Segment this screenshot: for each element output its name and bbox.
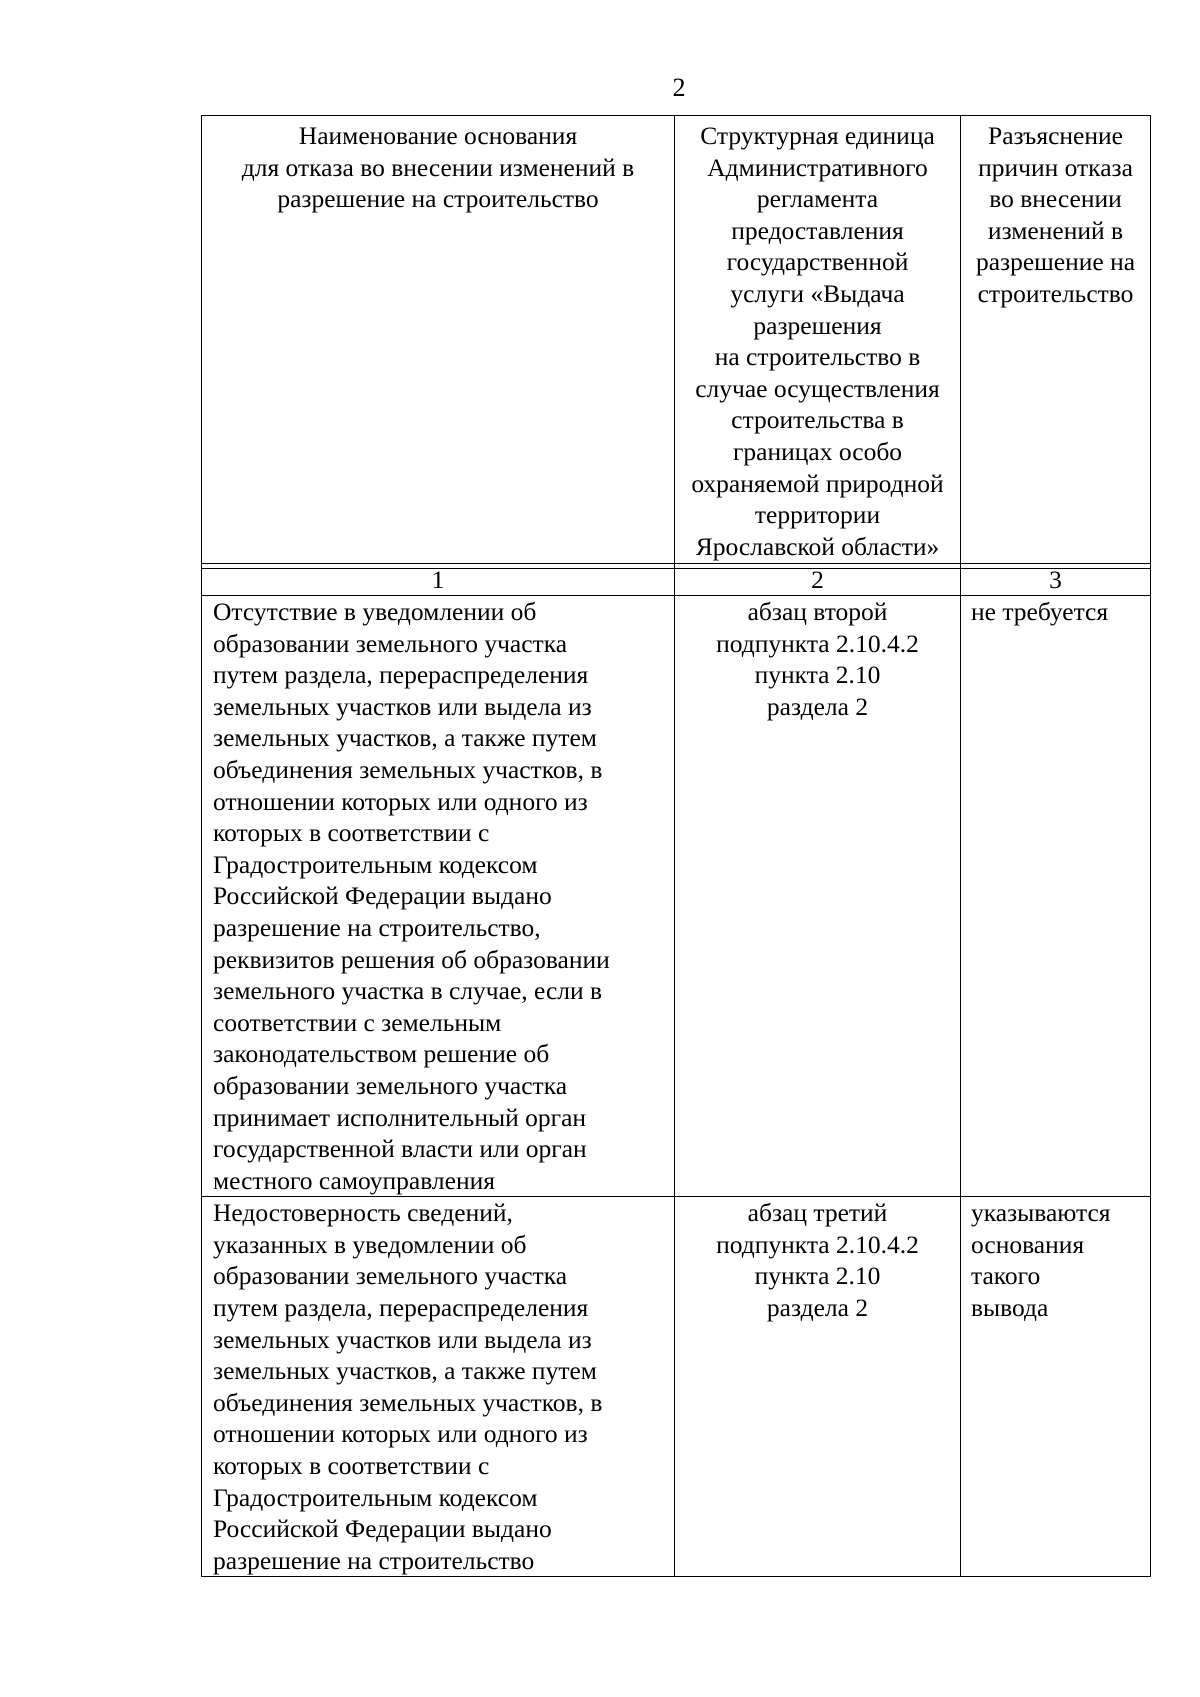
explanation-cell: [961, 1197, 1151, 1577]
reason-text: Недостоверность сведений, указанных в уведомлении об образовании земельного участка путем раздела, перераспределения земельных участков или выдела из земельных участков, а также путем объединения земельных участков, в отношении которых или одного из которых в соответствии с Градостроительным кодексом Российской Федерации выдано разрешение на строительство: [213, 1198, 603, 1575]
table-row: [202, 1197, 1151, 1577]
header-cell-explanation: [961, 116, 1151, 569]
explanation-text: указываются основания такого вывода: [971, 1198, 1111, 1323]
reason-text: Отсутствие в уведомлении об образовании земельного участка путем раздела, перераспределения земельных участков или выдела из земельных участков, а также путем объединения земельных участков, в отношении которых или одного из которых в соответствии с Градостроительным кодексом Российской Федерации выдано разрешение на строительство, реквизитов решения об образовании земельного участка в случае, если в соответствии с земельным законодательством решение об образовании земельного участка принимает исполнительный орган государственной власти или орган местного самоуправления: [213, 597, 610, 1195]
header-unit-text: Структурная единица Административного регламента предоставления государственной услуги «Выдача разрешения на строительство в случае осуществления строительства в границах особо охраняемой природной территории Ярославской области»: [691, 121, 944, 561]
reason-cell: [202, 596, 675, 1197]
page-number: 2: [672, 73, 686, 102]
unit-text: абзац третий подпункта 2.10.4.2 пункта 2.10 раздела 2: [716, 1198, 919, 1323]
column-number-2: 2: [675, 564, 961, 596]
header-reason-text: Наименование основания для отказа во внесении изменений в разрешение на строительство: [241, 121, 635, 214]
column-number-1: 1: [202, 564, 675, 596]
header-explanation-text: Разъяснение причин отказа во внесении изменений в разрешение на строительство: [975, 121, 1136, 308]
table-row: [202, 596, 1151, 1197]
reason-cell: [202, 1197, 675, 1577]
unit-cell: [675, 596, 961, 1197]
table-body: [201, 563, 1151, 1577]
header-cell-reason: [202, 116, 675, 569]
header-cell-unit: [675, 116, 961, 569]
explanation-text: не требуется: [971, 597, 1109, 626]
table-header: [201, 115, 1151, 569]
unit-cell: [675, 1197, 961, 1577]
column-number-3: 3: [961, 564, 1151, 596]
header-row: [202, 116, 1151, 569]
column-number-row: [202, 564, 1151, 596]
explanation-cell: [961, 596, 1151, 1197]
unit-text: абзац второй подпункта 2.10.4.2 пункта 2.10 раздела 2: [716, 597, 919, 721]
